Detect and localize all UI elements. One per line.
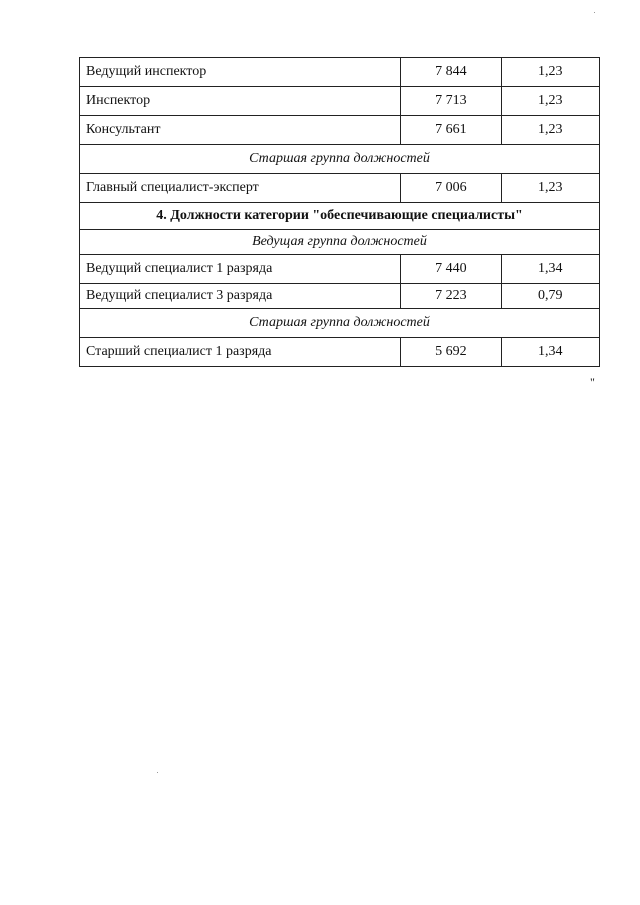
table-row: [80, 87, 600, 116]
category-heading: 4. Должности категории "обеспечивающие специалисты": [80, 203, 600, 230]
table-row: [80, 338, 600, 367]
group-row: [80, 145, 600, 174]
table-row: [80, 58, 600, 87]
coefficient: 0,79: [501, 284, 599, 309]
position-name: Инспектор: [80, 87, 401, 116]
position-name: Старший специалист 1 разряда: [80, 338, 401, 367]
salary-amount: 7 440: [401, 255, 501, 284]
salary-amount: 7 661: [401, 116, 501, 145]
position-name: Ведущий инспектор: [80, 58, 401, 87]
salary-amount: 5 692: [401, 338, 501, 367]
scan-speck: [157, 772, 158, 773]
position-name: Консультант: [80, 116, 401, 145]
salary-amount: 7 006: [401, 174, 501, 203]
coefficient: 1,23: [501, 87, 599, 116]
salary-amount: 7 223: [401, 284, 501, 309]
scan-speck: [594, 12, 595, 13]
position-name: Ведущий специалист 3 разряда: [80, 284, 401, 309]
table-row: [80, 174, 600, 203]
position-name: Ведущий специалист 1 разряда: [80, 255, 401, 284]
group-heading: Ведущая группа должностей: [80, 230, 600, 255]
table-row: [80, 284, 600, 309]
table-row: [80, 116, 600, 145]
group-row: [80, 309, 600, 338]
group-heading: Старшая группа должностей: [80, 145, 600, 174]
position-name: Главный специалист-эксперт: [80, 174, 401, 203]
salary-table: [79, 57, 600, 367]
salary-amount: 7 844: [401, 58, 501, 87]
coefficient: 1,34: [501, 338, 599, 367]
group-heading: Старшая группа должностей: [80, 309, 600, 338]
coefficient: 1,23: [501, 174, 599, 203]
table-row: [80, 255, 600, 284]
coefficient: 1,23: [501, 58, 599, 87]
coefficient: 1,34: [501, 255, 599, 284]
salary-amount: 7 713: [401, 87, 501, 116]
category-row: [80, 203, 600, 230]
group-row: [80, 230, 600, 255]
coefficient: 1,23: [501, 116, 599, 145]
closing-quote-mark: ": [590, 375, 595, 389]
